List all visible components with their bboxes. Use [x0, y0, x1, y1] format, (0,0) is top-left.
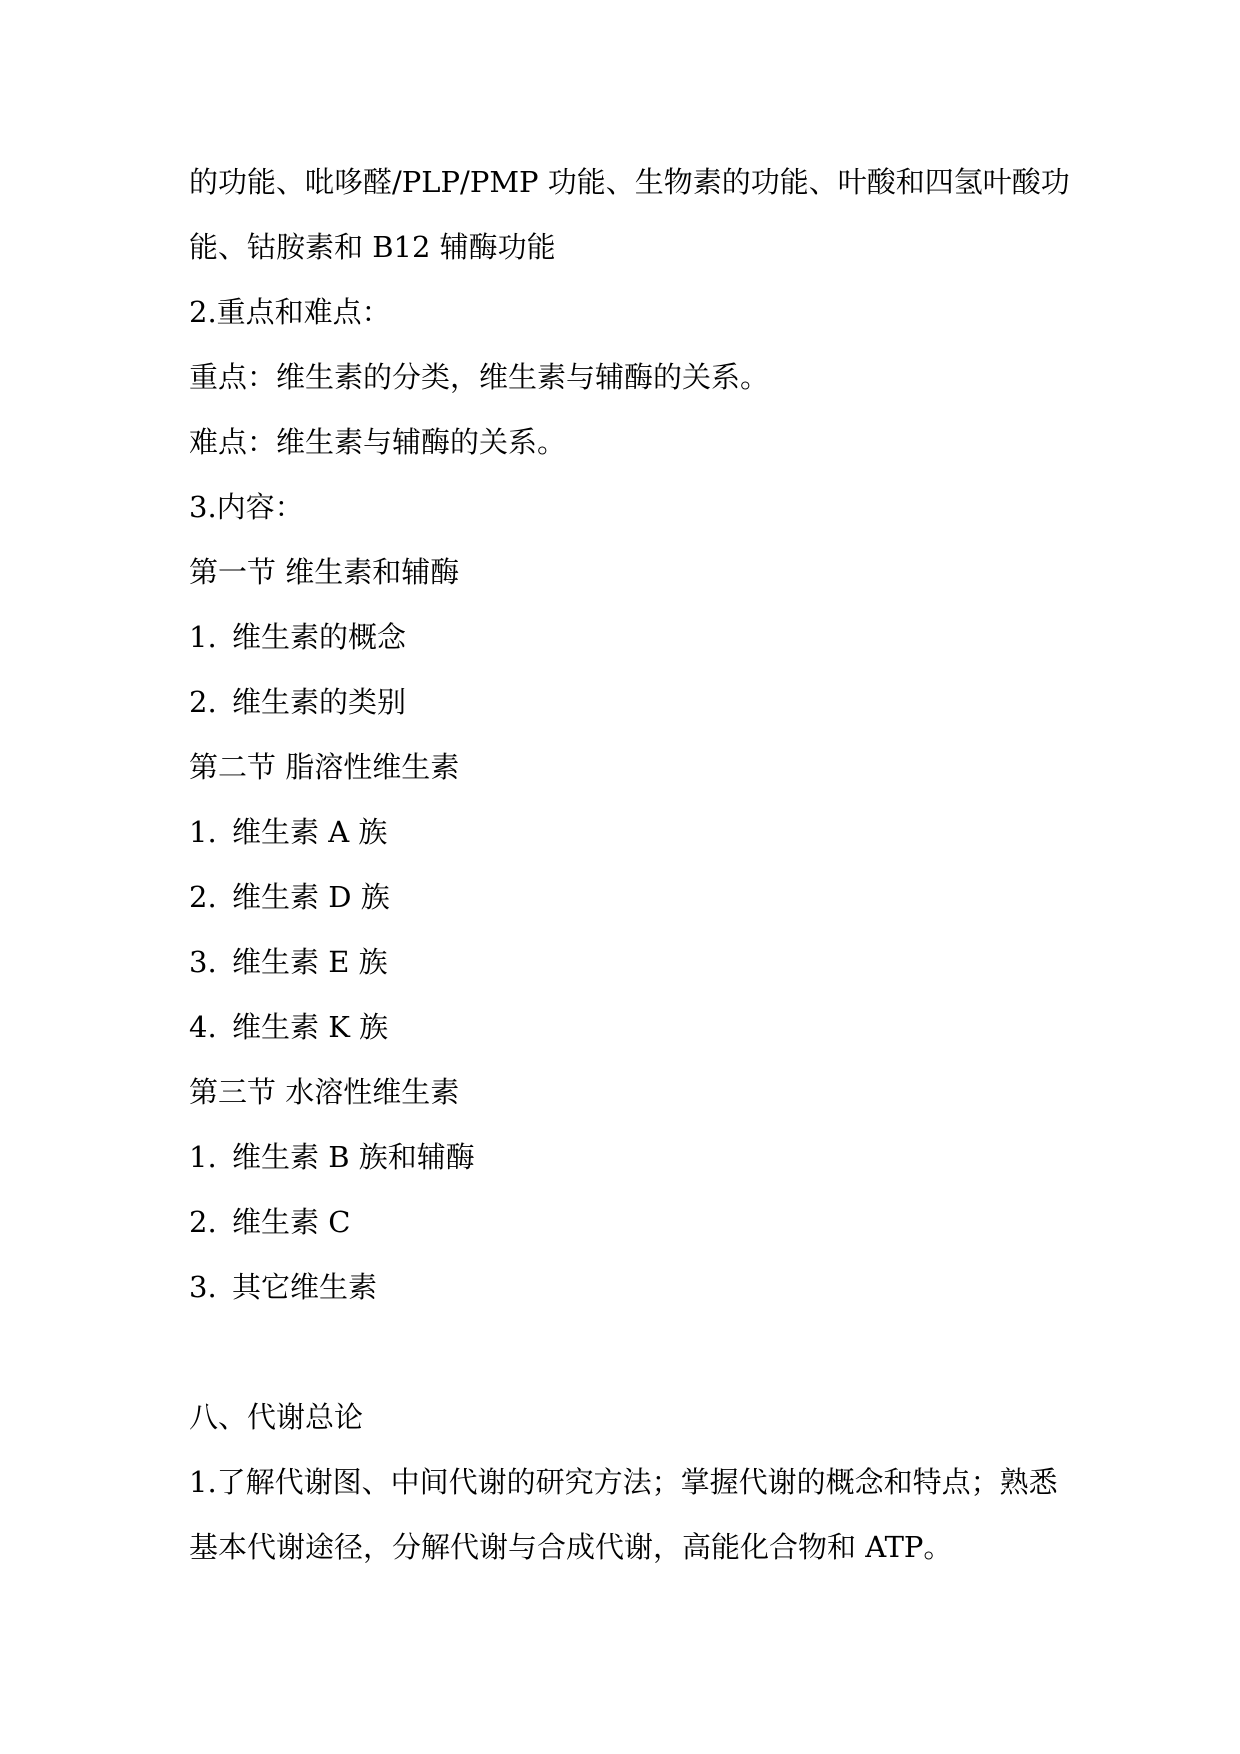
list-item [189, 812, 387, 852]
list-item-number: 3. [189, 1270, 217, 1304]
body-text-line: 1.了解代谢图、中间代谢的研究方法；掌握代谢的概念和特点；熟悉 [189, 1465, 1058, 1499]
list-item-text: 维生素 A 族 [232, 815, 388, 849]
body-text-line: 基本代谢途径，分解代谢与合成代谢，高能化合物和 ATP。 [189, 1530, 953, 1564]
list-item [189, 1007, 388, 1047]
list-item-number: 1. [189, 815, 217, 849]
section-heading-3: 第三节 水溶性维生素 [189, 1075, 460, 1109]
list-item [189, 1267, 377, 1307]
list-item-text: 维生素 B 族和辅酶 [232, 1140, 475, 1174]
chapter-heading: 八、代谢总论 [189, 1400, 364, 1434]
difficulty-text: 难点：维生素与辅酶的关系。 [189, 425, 567, 459]
list-item-text: 维生素 C [232, 1205, 351, 1239]
list-item [189, 942, 388, 982]
subheading-key-points: 2.重点和难点： [189, 295, 391, 329]
list-item-text: 其它维生素 [232, 1270, 378, 1304]
list-item-number: 2. [189, 880, 217, 914]
body-text-line: 能、钴胺素和 B12 辅酶功能 [189, 230, 556, 264]
list-item-number: 1. [189, 620, 217, 654]
body-text-line: 的功能、吡哆醛/PLP/PMP 功能、生物素的功能、叶酸和四氢叶酸功 [189, 165, 1070, 199]
list-item-text: 维生素 K 族 [232, 1010, 389, 1044]
list-item [189, 877, 390, 917]
subheading-content: 3.内容： [189, 490, 304, 524]
list-item-text: 维生素的类别 [232, 685, 407, 719]
list-item [189, 617, 406, 657]
section-heading-2: 第二节 脂溶性维生素 [189, 750, 460, 784]
list-item-text: 维生素 E 族 [232, 945, 388, 979]
list-item-text: 维生素 D 族 [232, 880, 390, 914]
key-points-text: 重点：维生素的分类，维生素与辅酶的关系。 [189, 360, 770, 394]
list-item-number: 4. [189, 1010, 217, 1044]
list-item-text: 维生素的概念 [232, 620, 407, 654]
list-item [189, 1137, 475, 1177]
list-item [189, 1202, 350, 1242]
list-item-number: 2. [189, 1205, 217, 1239]
list-item-number: 1. [189, 1140, 217, 1174]
section-heading-1: 第一节 维生素和辅酶 [189, 555, 460, 589]
list-item-number: 2. [189, 685, 217, 719]
list-item-number: 3. [189, 945, 217, 979]
list-item [189, 682, 406, 722]
